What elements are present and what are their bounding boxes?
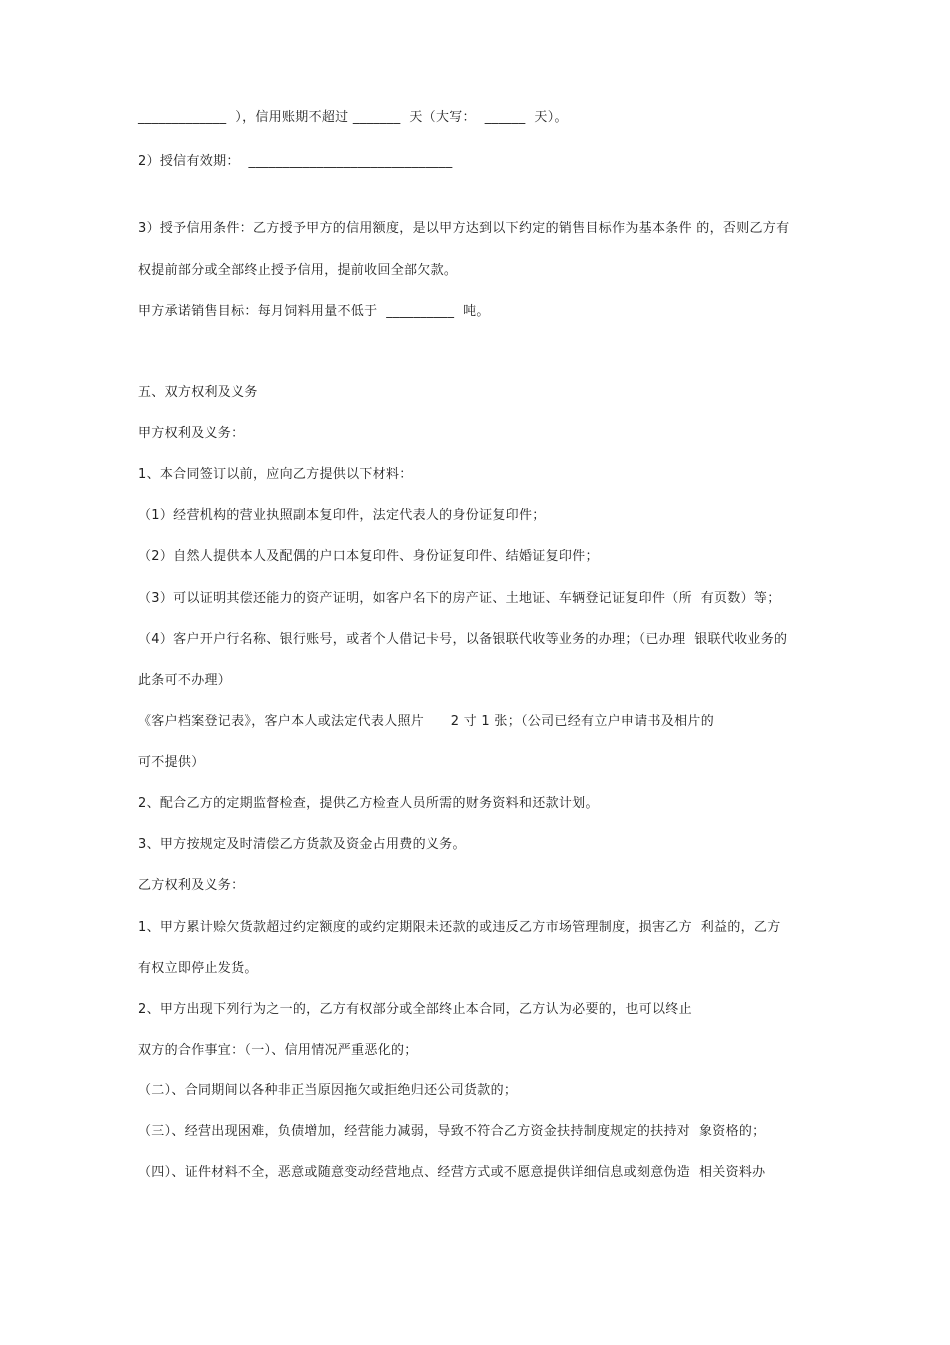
section-heading-rights: 五、双方权利及义务 xyxy=(138,385,258,400)
credit-condition-line: 3）授予信用条件：乙方授予甲方的信用额度，是以甲方达到以下约定的销售目标作为基本条件 的，否则乙方有 xyxy=(138,221,790,236)
party-b-item-1: 1、甲方累计赊欠货款超过约定额度的或约定期限未还款的或违反乙方市场管理制度，损害乙方 利益的，乙方 xyxy=(138,920,781,935)
termination-case-2: （二）、合同期间以各种非正当原因拖欠或拒绝归还公司货款的； xyxy=(138,1083,518,1098)
credit-validity-line: 2）授信有效期： ______________________________ xyxy=(138,154,453,169)
material-item-4: （4）客户开户行名称、银行账号，或者个人借记卡号，以备银联代收等业务的办理；（已办理 银联代收业务的 xyxy=(138,632,788,647)
customer-file-line-cont: 可不提供） xyxy=(138,755,205,770)
termination-case-3: （三）、经营出现困难，负债增加，经营能力减弱，导致不符合乙方资金扶持制度规定的扶持对 象资格的； xyxy=(138,1124,766,1139)
party-a-item-2: 2、配合乙方的定期监督检查，提供乙方检查人员所需的财务资料和还款计划。 xyxy=(138,796,599,811)
party-a-item-1: 1、本合同签订以前，应向乙方提供以下材料： xyxy=(138,467,413,482)
material-item-4-cont: 此条可不办理） xyxy=(138,673,232,688)
material-item-2: （2）自然人提供本人及配偶的户口本复印件、身份证复印件、结婚证复印件； xyxy=(138,549,599,564)
credit-term-line: _____________ ），信用账期不超过 _______ 天（大写： ______ 天）。 xyxy=(138,110,568,125)
party-b-item-2: 2、甲方出现下列行为之一的，乙方有权部分或全部终止本合同，乙方认为必要的，也可以终止 xyxy=(138,1002,692,1017)
party-b-item-2-cont: 双方的合作事宜：（一）、信用情况严重恶化的； xyxy=(138,1043,418,1058)
termination-case-4: （四）、证件材料不全，恶意或随意变动经营地点、经营方式或不愿意提供详细信息或刻意伪造 相关资料办 xyxy=(138,1165,766,1180)
customer-file-line: 《客户档案登记表》，客户本人或法定代表人照片 2 寸 1 张；（公司已经有立户申请书及相片的 xyxy=(138,714,715,729)
sales-target-line: 甲方承诺销售目标：每月饲料用量不低于 __________ 吨。 xyxy=(138,304,490,319)
party-b-heading: 乙方权利及义务： xyxy=(138,878,245,893)
party-b-item-1-cont: 有权立即停止发货。 xyxy=(138,961,258,976)
material-item-1: （1）经营机构的营业执照副本复印件，法定代表人的身份证复印件； xyxy=(138,508,546,523)
material-item-3: （3）可以证明其偿还能力的资产证明，如客户名下的房产证、土地证、车辆登记证复印件（所 有页数）等； xyxy=(138,591,781,606)
credit-condition-line-cont: 权提前部分或全部终止授予信用，提前收回全部欠款。 xyxy=(138,263,458,278)
party-a-item-3: 3、甲方按规定及时清偿乙方货款及资金占用费的义务。 xyxy=(138,837,466,852)
party-a-heading: 甲方权利及义务： xyxy=(138,426,245,441)
